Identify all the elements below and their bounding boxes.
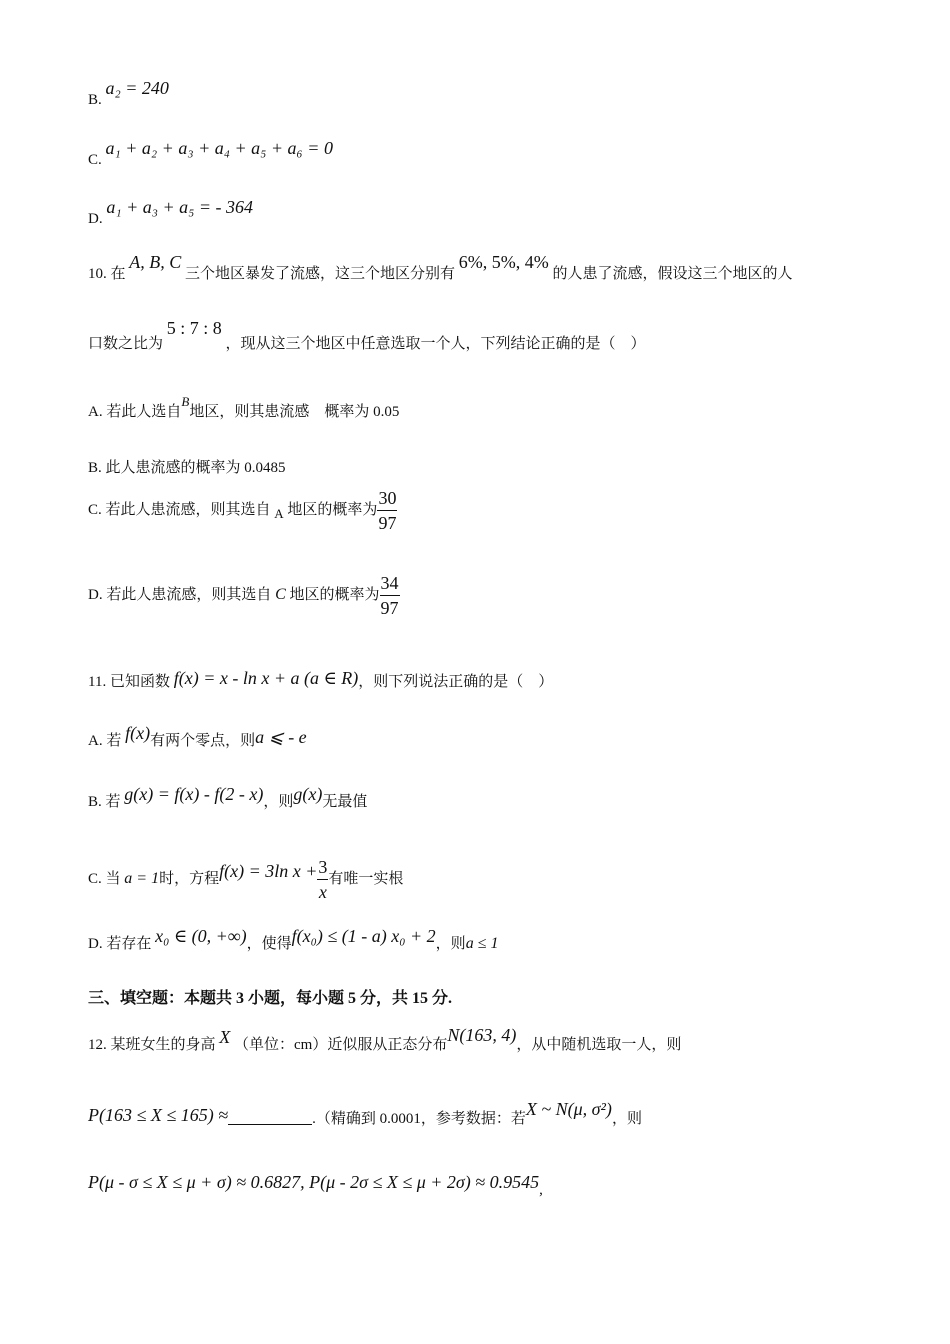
text: 三个地区暴发了流感，这三个地区分别有 [185, 266, 456, 282]
numerator: 34 [380, 573, 400, 596]
math-expression: f(x₀) ≤ (1 - a) x₀ + 2 [291, 926, 436, 946]
math-expression: a₁ + a₂ + a₃ + a₄ + a₅ + a₆ = 0 [105, 138, 333, 158]
numerator: 3 [317, 857, 328, 880]
math-variable: A [274, 505, 284, 521]
q11-option-d [88, 926, 499, 953]
math-expression: 6%, 5%, 4% [458, 252, 549, 272]
q11-stem [88, 670, 553, 691]
text: 若此人选自 [106, 404, 182, 420]
text: ，则 [263, 794, 294, 810]
math-expression: P(163 ≤ X ≤ 165) ≈ [88, 1105, 229, 1125]
math-variable: B [181, 394, 190, 409]
text: .（精确到 0.0001，参考数据：若 [312, 1111, 526, 1127]
math-expression: a₁ + a₃ + a₅ = - 364 [106, 197, 254, 217]
math-variable: C [275, 585, 286, 603]
option-label: C. [88, 501, 102, 518]
text: 若存在 [106, 936, 152, 952]
math-expression: a = 1 [124, 869, 160, 887]
text: （单位：cm）近似服从正态分布 [234, 1037, 448, 1053]
text: ，则 [435, 936, 466, 952]
text: ，使得 [246, 936, 292, 952]
math-expression: N(163, 4) [447, 1025, 517, 1045]
denominator: 97 [380, 598, 399, 618]
text: 地区，则其患流感 概率为 0.05 [189, 404, 400, 420]
denominator: x [318, 882, 327, 902]
math-expression: x₀ ∈ (0, +∞) [155, 926, 247, 946]
option-label: A. [88, 733, 103, 749]
math-expression: P(μ - σ ≤ X ≤ μ + σ) ≈ 0.6827, P(μ - 2σ ≤ X ≤ μ + 2σ) ≈ 0.9545 [88, 1172, 540, 1192]
option-label: D. [88, 211, 103, 227]
math-expression: g(x) [293, 784, 323, 804]
math-variable: X [219, 1027, 231, 1047]
q11-option-a [88, 723, 307, 750]
option-label: B. [88, 794, 102, 810]
q11-option-c [88, 857, 403, 902]
text: 若此人患流感，则其选自 [106, 586, 272, 603]
option-label: B. [88, 460, 102, 476]
text: 有两个零点，则 [150, 733, 256, 749]
q9-option-b [88, 78, 169, 109]
text: 当 [105, 870, 121, 887]
section-title: 三、填空题：本题共 3 小题，每小题 5 分，共 15 分. [88, 990, 453, 1007]
fraction [377, 488, 397, 533]
math-expression: g(x) = f(x) - f(2 - x) [124, 784, 264, 804]
text: 地区的概率为 [289, 586, 380, 603]
question-number: 10. [88, 266, 107, 282]
text: 若 [105, 794, 121, 810]
option-label: C. [88, 152, 102, 168]
text: , [539, 1182, 543, 1198]
math-expression: a ≤ 1 [465, 935, 499, 952]
q12-stem-line3 [88, 1172, 543, 1198]
math-expression: a ⩽ - e [255, 727, 307, 747]
math-expression: A, B, C [129, 252, 182, 272]
section-heading [88, 985, 452, 1008]
q12-stem-line2 [88, 1099, 642, 1128]
math-expression: X ~ N(μ, σ²) [525, 1099, 612, 1119]
q10-option-b [88, 456, 286, 477]
text: 在 [110, 266, 126, 282]
text: 地区的概率为 [287, 501, 378, 518]
math-expression: f(x) [125, 723, 151, 743]
text: 已知函数 [109, 674, 170, 690]
question-number: 11. [88, 674, 107, 690]
q9-option-d [88, 197, 254, 228]
text: ，则下列说法正确的是（ ） [358, 674, 554, 690]
text: ，现从这三个地区中任意选取一个人，下列结论正确的是（ ） [225, 336, 646, 352]
math-expression: f(x) = x - ln x + a (a ∈ R) [173, 668, 359, 688]
text: 时，方程 [159, 870, 220, 887]
q12-stem-line1 [88, 1025, 682, 1054]
math-expression: a₂ = 240 [105, 78, 169, 98]
option-label: B. [88, 92, 102, 108]
fraction [317, 857, 328, 902]
q10-option-d [88, 573, 400, 618]
math-expression: 5 : 7 : 8 [166, 318, 222, 338]
text: ，从中随机选取一人，则 [516, 1037, 682, 1053]
text: ，则 [611, 1111, 642, 1127]
text: 某班女生的身高 [110, 1037, 216, 1053]
question-number: 12. [88, 1037, 107, 1053]
math-expression: f(x) = 3ln x + [219, 860, 318, 881]
q11-option-b [88, 784, 368, 811]
q10-option-c [88, 488, 397, 533]
q10-stem-line1 [88, 252, 793, 283]
option-label: D. [88, 936, 103, 952]
fraction [380, 573, 400, 618]
text: 若 [106, 733, 122, 749]
numerator: 30 [377, 488, 397, 511]
answer-blank[interactable] [228, 1110, 312, 1125]
option-label: C. [88, 870, 102, 887]
option-label: D. [88, 586, 103, 603]
text: 若此人患流感，则其选自 [105, 501, 271, 518]
text: 无最值 [322, 794, 368, 810]
text: 有唯一实根 [328, 870, 404, 887]
q9-option-c [88, 138, 333, 169]
denominator: 97 [378, 513, 397, 533]
text: 的人患了流感，假设这三个地区的人 [552, 266, 793, 282]
q10-stem-line2 [88, 318, 646, 353]
option-label: A. [88, 404, 103, 420]
q10-option-a [88, 394, 400, 421]
text: 口数之比为 [88, 336, 164, 352]
text: 此人患流感的概率为 0.0485 [105, 460, 286, 476]
